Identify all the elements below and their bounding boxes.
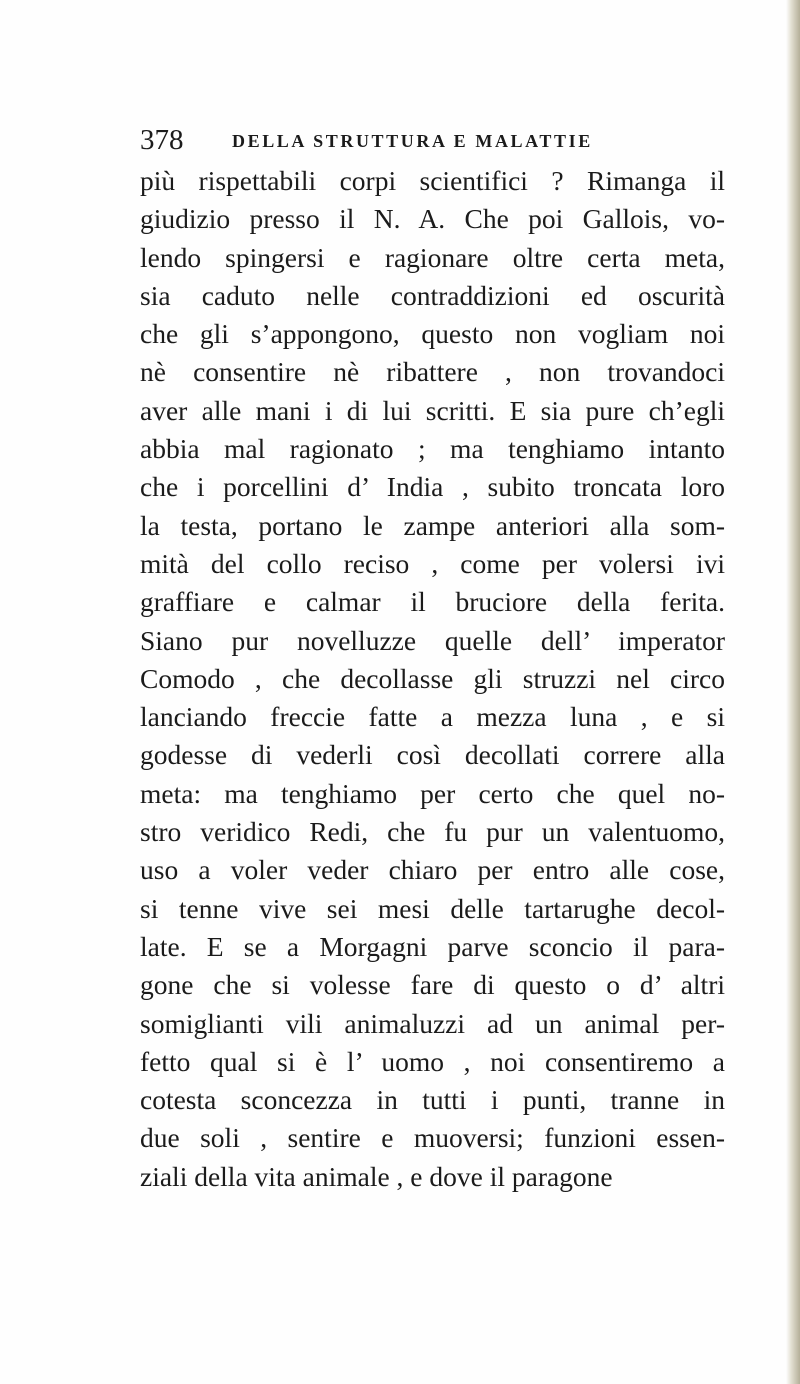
text-line: che i porcellini d’ India , subito troncata loro — [140, 471, 725, 503]
text-line: uso a voler veder chiaro per entro alle cose, — [140, 854, 725, 886]
text-line: late. E se a Morgagni parve sconcio il para- — [140, 930, 725, 962]
text-line: due soli , sentire e muoversi; funzioni essen- — [140, 1122, 725, 1154]
text-line: lendo spingersi e ragionare oltre certa meta, — [140, 241, 725, 273]
text-line: somiglianti vili animaluzzi ad un animal per- — [140, 1007, 725, 1039]
text-line: la testa, portano le zampe anteriori alla som- — [140, 509, 725, 541]
running-head — [140, 122, 720, 158]
text-line: stro veridico Redi, che fu pur un valentuomo, — [140, 816, 725, 848]
text-line: mità del collo reciso , come per volersi ivi — [140, 547, 725, 579]
text-line: lanciando freccie fatte a mezza luna , e si — [140, 701, 725, 733]
text-line: Comodo , che decollasse gli struzzi nel circo — [140, 662, 725, 694]
text-line: gone che si volesse fare di questo o d’ altri — [140, 969, 725, 1001]
text-line: ziali della vita animale , e dove il paragone — [140, 1160, 613, 1192]
page-edge-shadow — [786, 0, 800, 1384]
body-text — [140, 162, 725, 1196]
text-line: più rispettabili corpi scientifici ? Rimanga il — [140, 165, 725, 196]
page-number: 378 — [140, 124, 184, 156]
text-line: graffiare e calmar il bruciore della ferita. — [140, 586, 725, 618]
text-line: meta: ma tenghiamo per certo che quel no- — [140, 777, 725, 809]
text-line: si tenne vive sei mesi delle tartarughe decol- — [140, 892, 725, 924]
running-title: DELLA STRUTTURA E MALATTIE — [232, 131, 593, 151]
text-line: giudizio presso il N. A. Che poi Gallois, vo- — [140, 203, 725, 235]
text-line: aver alle mani i di lui scritti. E sia pure ch’egli — [140, 394, 725, 426]
text-line: cotesta sconcezza in tutti i punti, tranne in — [140, 1084, 725, 1116]
text-line: fetto qual si è l’ uomo , noi consentiremo a — [140, 1045, 725, 1077]
text-line: Siano pur novelluzze quelle dell’ imperator — [140, 624, 725, 656]
text-line: abbia mal ragionato ; ma tenghiamo intanto — [140, 433, 725, 465]
text-line: sia caduto nelle contraddizioni ed oscurità — [140, 279, 725, 311]
text-line: nè consentire nè ribattere , non trovandoci — [140, 356, 725, 388]
text-line: godesse di vederli così decollati correre alla — [140, 739, 725, 771]
text-line: che gli s’appongono, questo non vogliam noi — [140, 318, 725, 350]
